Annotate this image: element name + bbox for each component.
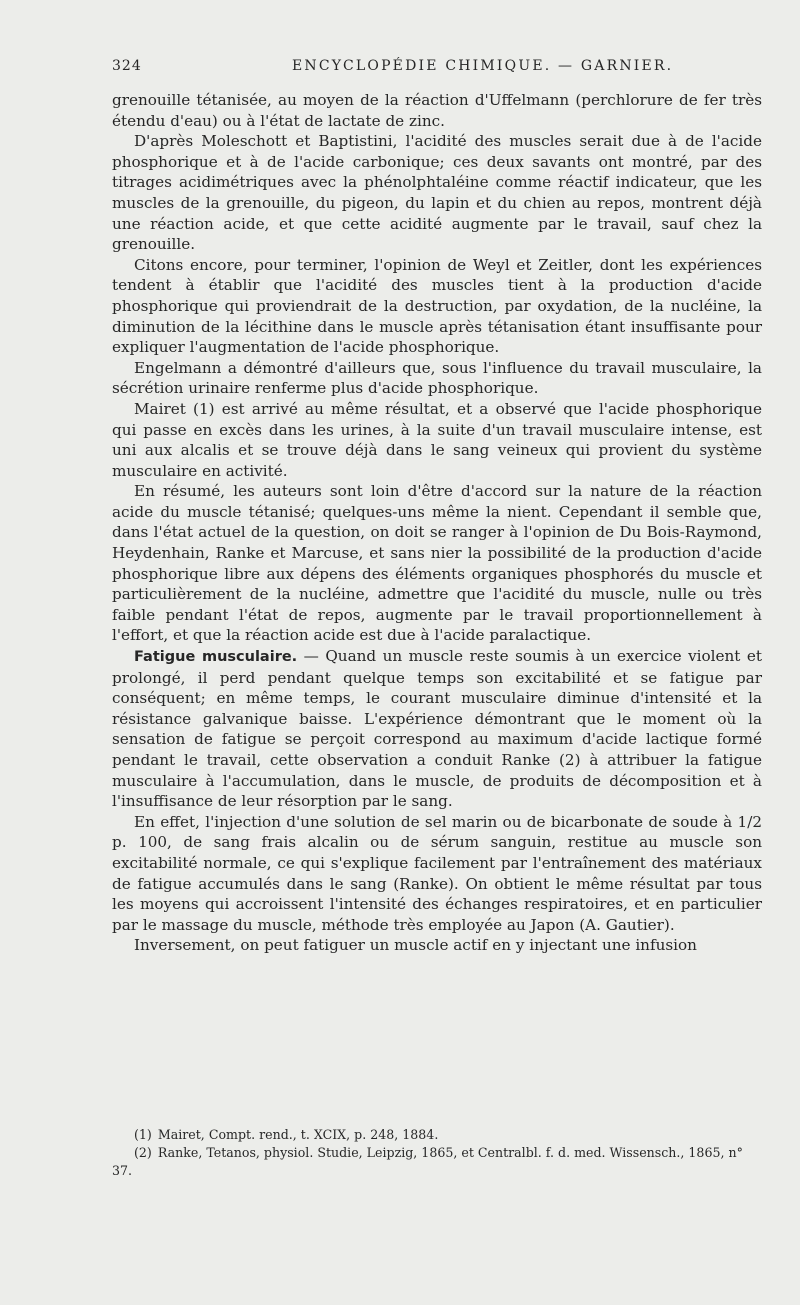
fatigue-text: — Quand un muscle reste soumis à un exercice violent et prolongé, il perd pendant quelque temps son excitabilité et se fatigue par conséquent; en même temps, le courant musculaire diminue d'intensité et la résistance galvanique baisse. L'expérience démontrant que le moment où la sensation de fatigue se perçoit correspond au maximum d'acide lactique formé pendant le travail, cette observation a conduit Ranke (2) à attribuer la fatigue musculaire à l'accumulation, dans le muscle, de produits de décomposition et à l'insuffisance de leur résorption par le sang. xyxy=(112,647,762,811)
page-header xyxy=(112,58,762,82)
paragraph: En effet, l'injection d'une solution de sel marin ou de bicarbonate de soude à 1/2 p. 100, de sang frais alcalin ou de sérum sanguin, restitue au muscle son excitabilité normale, ce qui s'explique facilement par l'entraînement des matériaux de fatigue accumulés dans le sang (Ranke). On obtient le même résultat par tous les moyens qui accroissent l'intensité des échanges respiratoires, et en particulier par le massage du muscle, méthode très employée au Japon (A. Gautier). xyxy=(112,812,762,934)
running-head: ENCYCLOPÉDIE CHIMIQUE. — GARNIER. xyxy=(292,58,674,74)
footnote xyxy=(112,1126,762,1144)
page-number: 324 xyxy=(112,58,142,74)
footnotes xyxy=(112,1126,762,1180)
paragraph: Mairet (1) est arrivé au même résultat, et a observé que l'acide phosphorique qui passe en excès dans les urines, à la suite d'un travail musculaire intense, est uni aux alcalis et se trouve déjà dans le sang veineux qui provient du système musculaire en activité. xyxy=(112,399,762,480)
section-title: Fatigue musculaire. xyxy=(134,649,298,666)
paragraph: Inversement, on peut fatiguer un muscle actif en y injectant une infusion xyxy=(134,936,697,955)
paragraph: Engelmann a démontré d'ailleurs que, sous l'influence du travail musculaire, la sécrétion urinaire renferme plus d'acide phosphorique. xyxy=(112,358,762,398)
paragraph: D'après Moleschott et Baptistini, l'acidité des muscles serait due à de l'acide phosphorique et à de l'acide carbonique; ces deux savants ont montré, par des titrages acidimétriques avec la phénolphtaléine comme réactif indicateur, que les muscles de la grenouille, du pigeon, du lapin et du chien au repos, montrent déjà une réaction acide, et que cette acidité augmente par le travail, sauf chez la grenouille. xyxy=(112,132,762,254)
footnote-number: (1) xyxy=(134,1127,152,1142)
fatigue-paragraph xyxy=(112,646,762,812)
body-text xyxy=(112,90,762,956)
footnote-text: Mairet, Compt. rend., t. XCIX, p. 248, 1884. xyxy=(157,1127,439,1142)
footnote xyxy=(112,1144,762,1180)
paragraph: grenouille tétanisée, au moyen de la réaction d'Uffelmann (perchlorure de fer très étendu d'eau) ou à l'état de lactate de zinc. xyxy=(112,91,762,130)
footnote-number: (2) xyxy=(134,1145,152,1160)
footnote-text: Ranke, Tetanos, physiol. Studie, Leipzig, 1865, et Centralbl. f. d. med. Wissensch., 1865, n° 37. xyxy=(112,1145,743,1178)
paragraph: Citons encore, pour terminer, l'opinion de Weyl et Zeitler, dont les expériences tendent à établir que l'acidité des muscles tient à la production d'acide phosphorique qui proviendrait de la destruction, par oxydation, de la nucléine, la diminution de la lécithine dans le muscle après tétanisation étant insuffisante pour expliquer l'augmentation de l'acide phosphorique. xyxy=(112,255,762,357)
paragraph: En résumé, les auteurs sont loin d'être d'accord sur la nature de la réaction acide du muscle tétanisé; quelques-uns même la nient. Cependant il semble que, dans l'état actuel de la question, on doit se ranger à l'opinion de Du Bois-Raymond, Heydenhain, Ranke et Marcuse, et sans nier la possibilité de la production d'acide phosphorique libre aux dépens des éléments organiques phosphorés du muscle et particulièrement de la nucléine, admettre que l'acidité du muscle, nulle ou très faible pendant l'état de repos, augmente par le travail proportionnellement à l'effort, et que la réaction acide est due à l'acide paralactique. xyxy=(112,482,762,645)
